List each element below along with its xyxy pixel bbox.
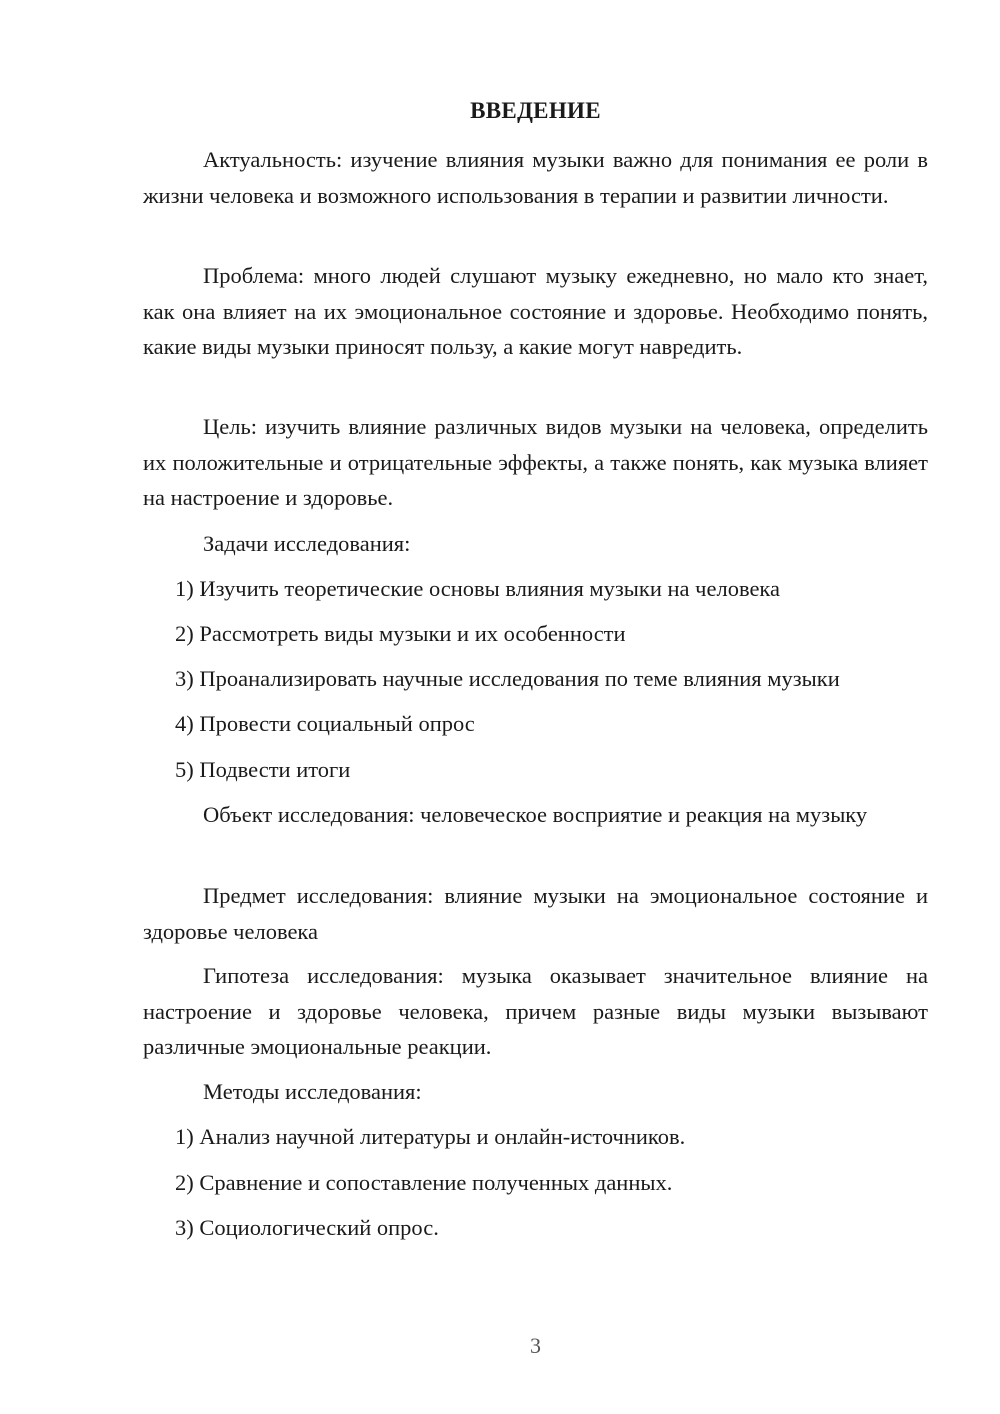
- paragraph-relevance: Актуальность: изучение влияния музыки важно для понимания ее роли в жизни человека и возможного использования в терапии и развитии личности.: [143, 147, 928, 208]
- paragraph-object: Объект исследования: человеческое восприятие и реакция на музыку: [203, 802, 868, 827]
- method-item: 2) Сравнение и сопоставление полученных данных.: [175, 1170, 673, 1195]
- paragraph-problem: Проблема: много людей слушают музыку ежедневно, но мало кто знает, как она влияет на их эмоциональное состояние и здоровье. Необходимо понять, какие виды музыки приносят пользу, а какие могут навредить.: [143, 263, 928, 359]
- method-item: 3) Социологический опрос.: [175, 1215, 439, 1240]
- task-item: 4) Провести социальный опрос: [175, 711, 475, 736]
- page-number: 3: [530, 1333, 541, 1358]
- task-item: 2) Рассмотреть виды музыки и их особенности: [175, 621, 626, 646]
- paragraph-hypothesis: Гипотеза исследования: музыка оказывает значительное влияние на настроение и здоровье человека, причем разные виды музыки вызывают различные эмоциональные реакции.: [143, 963, 928, 1059]
- task-item: 3) Проанализировать научные исследования по теме влияния музыки: [175, 666, 840, 691]
- methods-heading: Методы исследования:: [203, 1079, 422, 1104]
- paragraph-subject: Предмет исследования: влияние музыки на эмоциональное состояние и здоровье человека: [143, 883, 928, 944]
- method-item: 1) Анализ научной литературы и онлайн-источников.: [175, 1124, 686, 1149]
- page-title: ВВЕДЕНИЕ: [470, 98, 601, 123]
- task-item: 5) Подвести итоги: [175, 757, 351, 782]
- paragraph-goal: Цель: изучить влияние различных видов музыки на человека, определить их положительные и отрицательные эффекты, а также понять, как музыка влияет на настроение и здоровье.: [143, 414, 928, 510]
- tasks-heading: Задачи исследования:: [203, 531, 411, 556]
- task-item: 1) Изучить теоретические основы влияния музыки на человека: [175, 576, 781, 601]
